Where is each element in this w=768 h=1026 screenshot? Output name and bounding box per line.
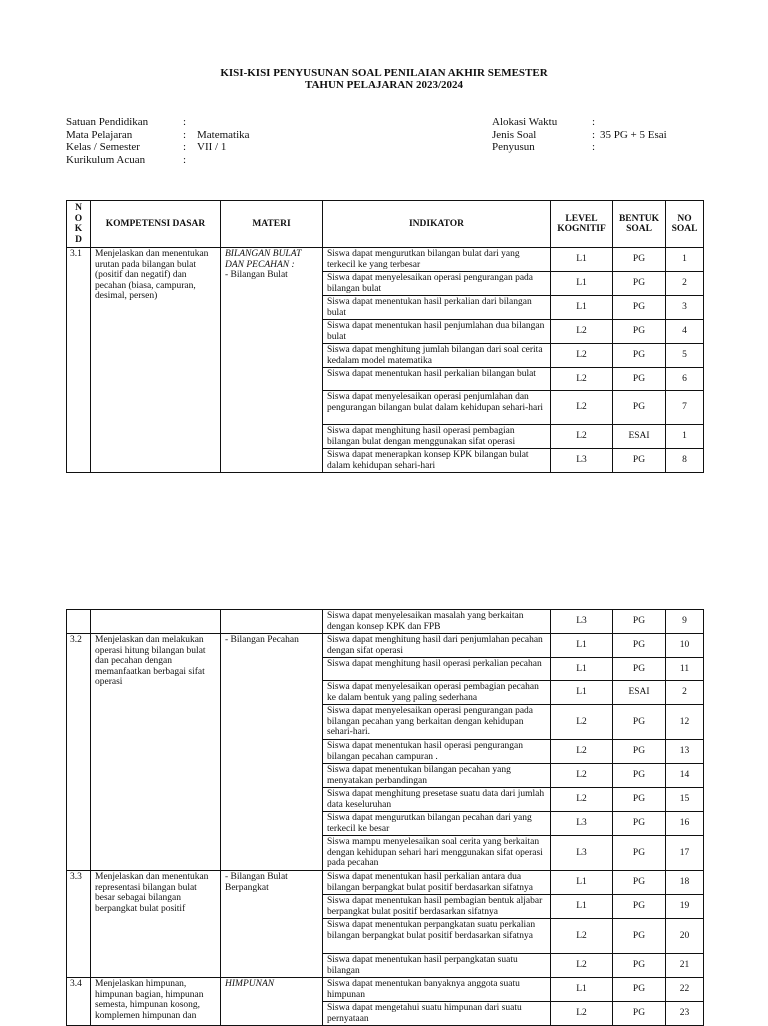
no-soal-cell: 15 — [666, 788, 704, 812]
indikator-cell: Siswa dapat menyelesaikan operasi pengurangan pada bilangan pecahan yang berkaitan dengan kehidupan sehari-hari. — [323, 705, 551, 740]
bentuk-soal-cell: PG — [613, 634, 666, 658]
table-row — [67, 871, 704, 895]
indikator-cell: Siswa dapat menyelesaikan masalah yang berkaitan dengan konsep KPK dan FPB — [323, 610, 551, 634]
header-level-kognitif: LEVEL KOGNITIF — [551, 201, 613, 248]
header-indikator: INDIKATOR — [323, 201, 551, 248]
indikator-cell: Siswa dapat menghitung hasil operasi perkalian pecahan — [323, 658, 551, 681]
bentuk-soal-cell: ESAI — [613, 681, 666, 705]
kompetensi-dasar-cell: Menjelaskan dan melakukan operasi hitung bilangan bulat dan pecahan dengan memanfaatkan berbagai sifat operasi — [91, 634, 221, 871]
info-right-colon: : — [592, 141, 596, 153]
kd-number-cell: 3.2 — [67, 634, 91, 871]
info-left-colon: : — [183, 153, 187, 166]
indikator-cell: Siswa dapat menentukan hasil penjumlahan dua bilangan bulat — [323, 320, 551, 344]
no-soal-cell: 6 — [666, 368, 704, 391]
no-soal-cell: 11 — [666, 658, 704, 681]
bentuk-soal-cell: PG — [613, 764, 666, 788]
indikator-cell: Siswa dapat menentukan hasil pembagian bentuk aljabar berpangkat bulat positif berdasarkan sifatnya — [323, 895, 551, 919]
no-soal-cell: 16 — [666, 812, 704, 836]
indikator-cell: Siswa dapat menghitung jumlah bilangan dari soal cerita kedalam model matematika — [323, 344, 551, 368]
document-title: KISI-KISI PENYUSUNAN SOAL PENILAIAN AKHIR SEMESTER — [220, 67, 548, 79]
no-soal-cell: 19 — [666, 895, 704, 919]
info-right-row — [492, 141, 667, 154]
no-soal-cell: 14 — [666, 764, 704, 788]
level-kognitif-cell: L2 — [551, 320, 613, 344]
table-row — [67, 610, 704, 634]
info-left-row — [66, 129, 250, 142]
info-left-row — [66, 141, 250, 154]
header-bentuk-soal: BENTUK SOAL — [613, 201, 666, 248]
level-kognitif-cell: L1 — [551, 248, 613, 272]
level-kognitif-cell: L2 — [551, 344, 613, 368]
table-row — [67, 248, 704, 272]
no-soal-cell: 5 — [666, 344, 704, 368]
info-left-label: Satuan Pendidikan — [66, 116, 149, 128]
info-right-row — [492, 116, 667, 129]
level-kognitif-cell: L3 — [551, 836, 613, 871]
info-left-row — [66, 116, 250, 129]
no-soal-cell: 21 — [666, 954, 704, 978]
no-soal-cell: 23 — [666, 1002, 704, 1026]
bentuk-soal-cell: PG — [613, 705, 666, 740]
bentuk-soal-cell: PG — [613, 248, 666, 272]
no-soal-cell: 4 — [666, 320, 704, 344]
no-soal-cell: 2 — [666, 272, 704, 296]
indikator-cell: Siswa dapat menghitung hasil dari penjumlahan pecahan dengan sifat operasi — [323, 634, 551, 658]
bentuk-soal-cell: PG — [613, 895, 666, 919]
bentuk-soal-cell: PG — [613, 954, 666, 978]
level-kognitif-cell: L2 — [551, 954, 613, 978]
info-left-label: Mata Pelajaran — [66, 128, 133, 141]
indikator-cell: Siswa dapat mengurutkan bilangan pecahan dari yang terkecil ke besar — [323, 812, 551, 836]
bentuk-soal-cell: PG — [613, 296, 666, 320]
indikator-cell: Siswa dapat menghitung presetase suatu data dari jumlah data keseluruhan — [323, 788, 551, 812]
indikator-cell: Siswa dapat menerapkan konsep KPK bilangan bulat dalam kehidupan sehari-hari — [323, 449, 551, 473]
no-soal-cell: 12 — [666, 705, 704, 740]
level-kognitif-cell: L1 — [551, 634, 613, 658]
document-subtitle: TAHUN PELAJARAN 2023/2024 — [304, 79, 464, 91]
no-soal-cell: 1 — [666, 248, 704, 272]
bentuk-soal-cell: PG — [613, 919, 666, 954]
info-left-value: VII / 1 — [197, 141, 227, 153]
header-no-kd: N O K D — [67, 201, 91, 248]
no-soal-cell: 1 — [666, 425, 704, 449]
level-kognitif-cell: L1 — [551, 272, 613, 296]
materi-cell: - Bilangan Bulat Berpangkat — [221, 871, 323, 978]
materi-cell: - Bilangan Pecahan — [221, 634, 323, 871]
kd-number-cell: 3.1 — [67, 248, 91, 473]
no-soal-cell: 17 — [666, 836, 704, 871]
level-kognitif-cell: L2 — [551, 391, 613, 425]
kd-number-cell — [67, 610, 91, 634]
info-right-row — [492, 129, 667, 142]
indikator-cell: Siswa dapat menyelesaikan operasi pengurangan pada bilangan bulat — [323, 272, 551, 296]
materi-cell — [221, 248, 323, 473]
bentuk-soal-cell: PG — [613, 320, 666, 344]
level-kognitif-cell: L1 — [551, 978, 613, 1002]
level-kognitif-cell: L1 — [551, 871, 613, 895]
indikator-cell: Siswa dapat mengetahui suatu himpunan dari suatu pernyataan — [323, 1002, 551, 1026]
bentuk-soal-cell: PG — [613, 836, 666, 871]
level-kognitif-cell: L2 — [551, 919, 613, 954]
bentuk-soal-cell: PG — [613, 978, 666, 1002]
materi-cell — [221, 610, 323, 634]
bentuk-soal-cell: PG — [613, 344, 666, 368]
indikator-cell: Siswa mampu menyelesaikan soal cerita yang berkaitan dengan kehidupan sehari hari menggunakan sifat operasi pada pecahan — [323, 836, 551, 871]
info-left-colon: : — [183, 116, 187, 128]
no-soal-cell: 20 — [666, 919, 704, 954]
no-soal-cell: 18 — [666, 871, 704, 895]
header-materi: MATERI — [221, 201, 323, 248]
info-left-block — [66, 116, 250, 166]
indikator-cell: Siswa dapat menyelesaikan operasi pembagian pecahan ke dalam bentuk yang paling sederhana — [323, 681, 551, 705]
level-kognitif-cell: L1 — [551, 895, 613, 919]
bentuk-soal-cell: PG — [613, 272, 666, 296]
level-kognitif-cell: L1 — [551, 681, 613, 705]
info-right-block — [492, 116, 667, 154]
kd-number-cell: 3.4 — [67, 978, 91, 1026]
indikator-cell: Siswa dapat menghitung hasil operasi pembagian bilangan bulat dengan menggunakan sifat operasi — [323, 425, 551, 449]
no-soal-cell: 9 — [666, 610, 704, 634]
level-kognitif-cell: L1 — [551, 658, 613, 681]
level-kognitif-cell: L2 — [551, 705, 613, 740]
indikator-cell: Siswa dapat menyelesaikan operasi penjumlahan dan pengurangan bilangan bulat dalam kehidupan sehari-hari — [323, 391, 551, 425]
info-left-row — [66, 154, 250, 167]
bentuk-soal-cell: ESAI — [613, 425, 666, 449]
no-soal-cell: 3 — [666, 296, 704, 320]
no-soal-cell: 2 — [666, 681, 704, 705]
info-left-label: Kelas / Semester — [66, 141, 140, 153]
indikator-cell: Siswa dapat menentukan perpangkatan suatu perkalian bilangan berpangkat bulat positif berdasarkan sifatnya — [323, 919, 551, 954]
bentuk-soal-cell: PG — [613, 740, 666, 764]
kompetensi-dasar-cell: Menjelaskan himpunan, himpunan bagian, himpunan semesta, himpunan kosong, komplemen himpunan dan — [91, 978, 221, 1026]
level-kognitif-cell: L3 — [551, 610, 613, 634]
indikator-cell: Siswa dapat menentukan hasil operasi pengurangan bilangan pecahan campuran . — [323, 740, 551, 764]
level-kognitif-cell: L3 — [551, 449, 613, 473]
materi-cell: HIMPUNAN — [221, 978, 323, 1026]
info-right-colon: : — [592, 116, 596, 128]
indikator-cell: Siswa dapat menentukan hasil perkalian bilangan bulat — [323, 368, 551, 391]
bentuk-soal-cell: PG — [613, 871, 666, 895]
no-soal-cell: 22 — [666, 978, 704, 1002]
indikator-cell: Siswa dapat menentukan hasil perpangkatan suatu bilangan — [323, 954, 551, 978]
level-kognitif-cell: L2 — [551, 1002, 613, 1026]
table-row — [67, 978, 704, 1002]
no-soal-cell: 8 — [666, 449, 704, 473]
bentuk-soal-cell: PG — [613, 610, 666, 634]
kompetensi-dasar-cell: Menjelaskan dan menentukan urutan pada bilangan bulat (positif dan negatif) dan pecahan (biasa, campuran, desimal, persen) — [91, 248, 221, 473]
kd-number-cell: 3.3 — [67, 871, 91, 978]
info-right-label: Jenis Soal — [492, 128, 537, 141]
no-soal-cell: 7 — [666, 391, 704, 425]
level-kognitif-cell: L2 — [551, 425, 613, 449]
indikator-cell: Siswa dapat menentukan bilangan pecahan yang menyatakan perbandingan — [323, 764, 551, 788]
no-soal-cell: 13 — [666, 740, 704, 764]
bentuk-soal-cell: PG — [613, 449, 666, 473]
bentuk-soal-cell: PG — [613, 788, 666, 812]
info-left-colon: : — [183, 141, 187, 153]
level-kognitif-cell: L2 — [551, 740, 613, 764]
kisi-table-page-2 — [66, 609, 704, 1026]
level-kognitif-cell: L2 — [551, 788, 613, 812]
level-kognitif-cell: L2 — [551, 764, 613, 788]
materi-title: BILANGAN BULAT DAN PECAHAN : — [225, 249, 302, 270]
indikator-cell: Siswa dapat menentukan hasil perkalian dari bilangan bulat — [323, 296, 551, 320]
level-kognitif-cell: L2 — [551, 368, 613, 391]
materi-sub: - Bilangan Bulat — [225, 270, 288, 280]
bentuk-soal-cell: PG — [613, 812, 666, 836]
indikator-cell: Siswa dapat menentukan banyaknya anggota suatu himpunan — [323, 978, 551, 1002]
kompetensi-dasar-cell — [91, 610, 221, 634]
info-right-value: 35 PG + 5 Esai — [600, 128, 667, 141]
level-kognitif-cell: L1 — [551, 296, 613, 320]
header-kompetensi-dasar: KOMPETENSI DASAR — [91, 201, 221, 248]
bentuk-soal-cell: PG — [613, 1002, 666, 1026]
kisi-table-page-1 — [66, 200, 704, 473]
kompetensi-dasar-cell: Menjelaskan dan menentukan representasi bilangan bulat besar sebagai bilangan berpangkat bulat positif — [91, 871, 221, 978]
info-right-label: Alokasi Waktu — [492, 116, 558, 128]
info-right-label: Penyusun — [492, 141, 535, 153]
level-kognitif-cell: L3 — [551, 812, 613, 836]
indikator-cell: Siswa dapat menentukan hasil perkalian antara dua bilangan berpangkat bulat positif berdasarkan sifatnya — [323, 871, 551, 895]
no-soal-cell: 10 — [666, 634, 704, 658]
indikator-cell: Siswa dapat mengurutkan bilangan bulat dari yang terkecil ke yang terbesar — [323, 248, 551, 272]
info-left-colon: : — [183, 128, 187, 141]
bentuk-soal-cell: PG — [613, 391, 666, 425]
header-no-soal: NO SOAL — [666, 201, 704, 248]
info-left-value: Matematika — [197, 128, 250, 141]
bentuk-soal-cell: PG — [613, 368, 666, 391]
info-left-label: Kurikulum Acuan — [66, 153, 146, 166]
bentuk-soal-cell: PG — [613, 658, 666, 681]
table-row — [67, 634, 704, 658]
info-right-colon: : — [592, 128, 596, 141]
